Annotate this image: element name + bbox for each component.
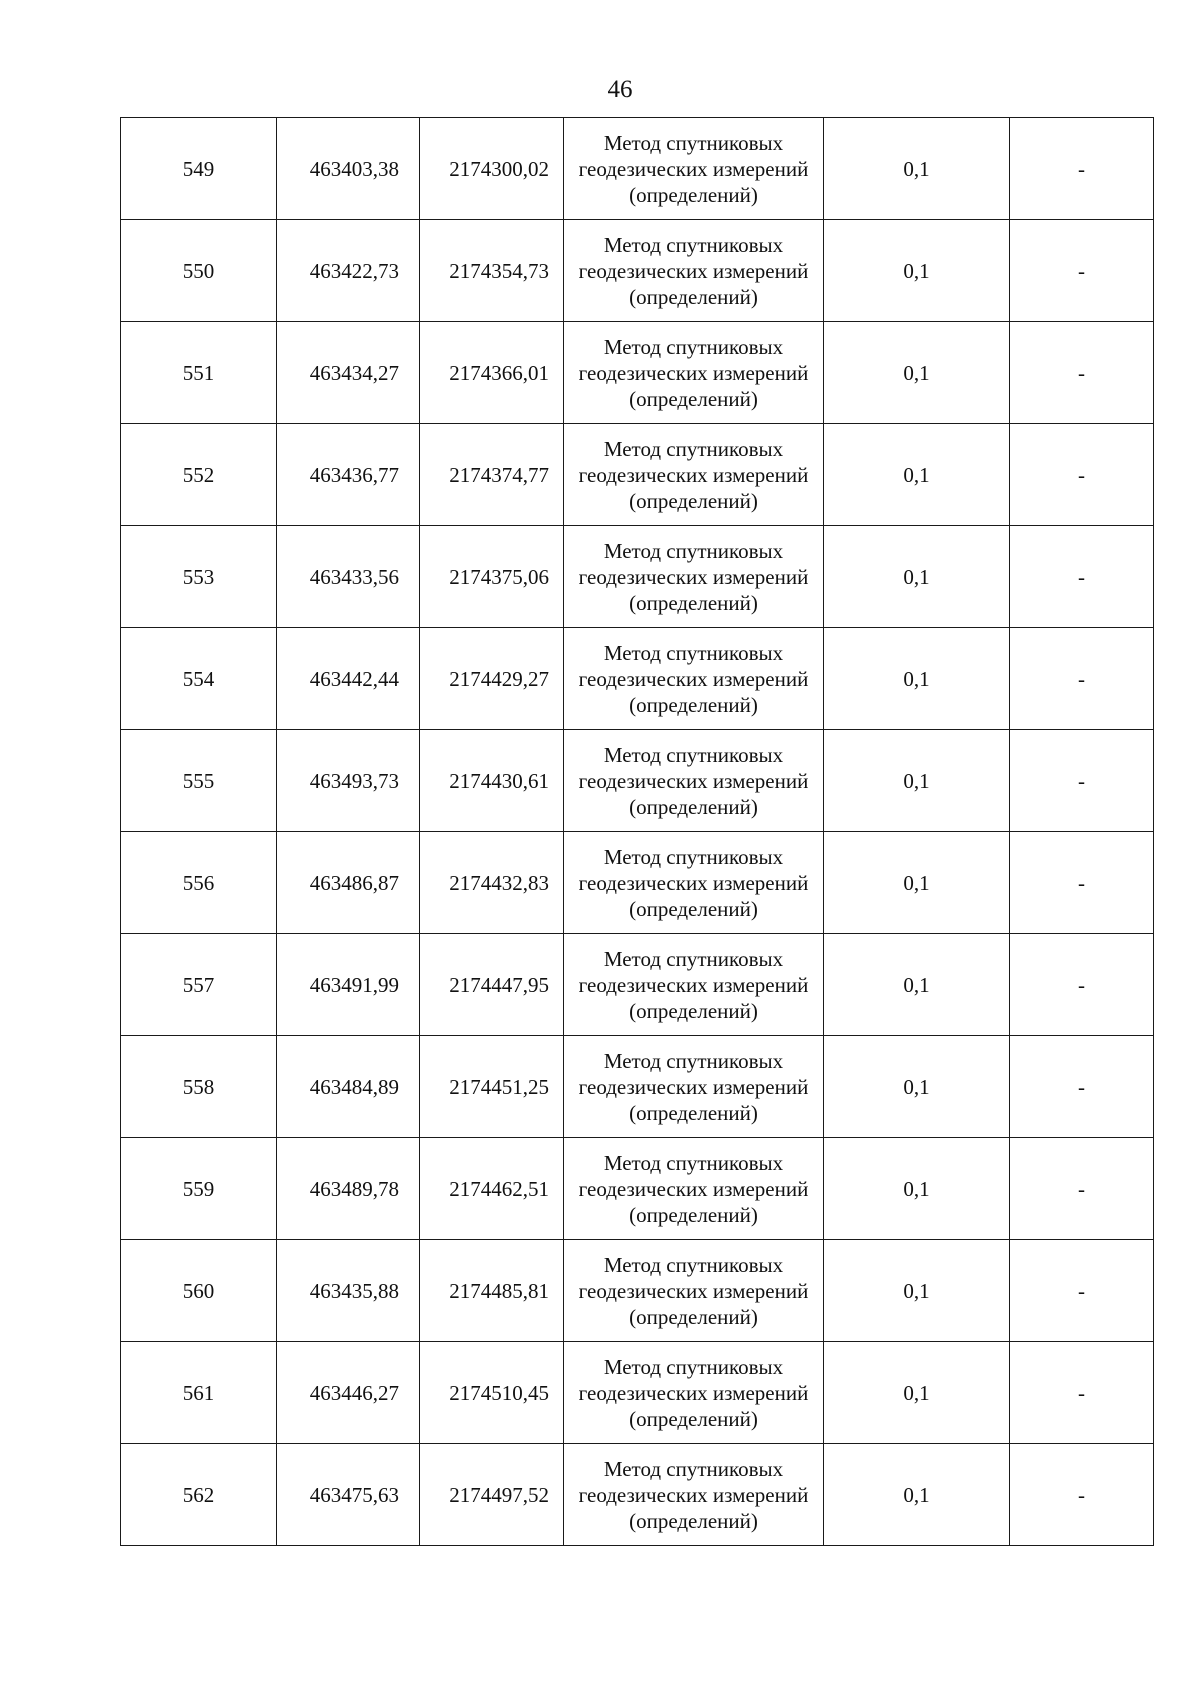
y-coordinate-cell: 2174462,51 bbox=[420, 1138, 564, 1240]
table-row bbox=[121, 220, 1154, 322]
method-cell bbox=[564, 526, 824, 628]
table-row bbox=[121, 118, 1154, 220]
x-coordinate-cell: 463446,27 bbox=[277, 1342, 420, 1444]
point-number-cell: 557 bbox=[121, 934, 277, 1036]
table-row bbox=[121, 322, 1154, 424]
extra-cell: - bbox=[1010, 1342, 1154, 1444]
x-coordinate-cell: 463484,89 bbox=[277, 1036, 420, 1138]
method-cell bbox=[564, 1342, 824, 1444]
method-line: (определений) bbox=[629, 1508, 758, 1533]
method-cell bbox=[564, 220, 824, 322]
table-row bbox=[121, 1240, 1154, 1342]
method-line: (определений) bbox=[629, 1202, 758, 1227]
point-number-cell: 556 bbox=[121, 832, 277, 934]
x-coordinate-cell: 463422,73 bbox=[277, 220, 420, 322]
point-number-cell: 553 bbox=[121, 526, 277, 628]
x-coordinate-cell: 463491,99 bbox=[277, 934, 420, 1036]
y-coordinate-cell: 2174354,73 bbox=[420, 220, 564, 322]
table-row bbox=[121, 1036, 1154, 1138]
point-number-cell: 559 bbox=[121, 1138, 277, 1240]
extra-cell: - bbox=[1010, 1138, 1154, 1240]
extra-cell: - bbox=[1010, 934, 1154, 1036]
point-number-cell: 555 bbox=[121, 730, 277, 832]
accuracy-cell: 0,1 bbox=[824, 526, 1010, 628]
y-coordinate-cell: 2174497,52 bbox=[420, 1444, 564, 1546]
method-line: (определений) bbox=[629, 1304, 758, 1329]
method-line: Метод спутниковых bbox=[603, 232, 784, 257]
x-coordinate-cell: 463475,63 bbox=[277, 1444, 420, 1546]
method-line: (определений) bbox=[629, 896, 758, 921]
method-line: геодезических измерений bbox=[578, 360, 809, 385]
method-line: Метод спутниковых bbox=[603, 1354, 784, 1379]
coordinates-table bbox=[120, 117, 1154, 1546]
x-coordinate-cell: 463434,27 bbox=[277, 322, 420, 424]
accuracy-cell: 0,1 bbox=[824, 1240, 1010, 1342]
accuracy-cell: 0,1 bbox=[824, 118, 1010, 220]
point-number-cell: 560 bbox=[121, 1240, 277, 1342]
method-line: (определений) bbox=[629, 1406, 758, 1431]
point-number-cell: 551 bbox=[121, 322, 277, 424]
point-number-cell: 549 bbox=[121, 118, 277, 220]
method-line: геодезических измерений bbox=[578, 564, 809, 589]
y-coordinate-cell: 2174429,27 bbox=[420, 628, 564, 730]
method-cell bbox=[564, 730, 824, 832]
method-line: Метод спутниковых bbox=[603, 538, 784, 563]
method-line: геодезических измерений bbox=[578, 258, 809, 283]
point-number-cell: 558 bbox=[121, 1036, 277, 1138]
y-coordinate-cell: 2174375,06 bbox=[420, 526, 564, 628]
method-line: Метод спутниковых bbox=[603, 1456, 784, 1481]
accuracy-cell: 0,1 bbox=[824, 322, 1010, 424]
point-number-cell: 552 bbox=[121, 424, 277, 526]
x-coordinate-cell: 463436,77 bbox=[277, 424, 420, 526]
x-coordinate-cell: 463489,78 bbox=[277, 1138, 420, 1240]
method-line: геодезических измерений bbox=[578, 1482, 809, 1507]
page-number: 46 bbox=[607, 76, 633, 103]
method-line: (определений) bbox=[629, 284, 758, 309]
method-line: Метод спутниковых bbox=[603, 334, 784, 359]
y-coordinate-cell: 2174510,45 bbox=[420, 1342, 564, 1444]
extra-cell: - bbox=[1010, 220, 1154, 322]
method-cell bbox=[564, 1240, 824, 1342]
method-line: геодезических измерений bbox=[578, 156, 809, 181]
method-cell bbox=[564, 1036, 824, 1138]
accuracy-cell: 0,1 bbox=[824, 934, 1010, 1036]
method-cell bbox=[564, 628, 824, 730]
accuracy-cell: 0,1 bbox=[824, 1138, 1010, 1240]
method-line: (определений) bbox=[629, 1100, 758, 1125]
method-line: Метод спутниковых bbox=[603, 1252, 784, 1277]
method-line: (определений) bbox=[629, 590, 758, 615]
method-line: Метод спутниковых bbox=[603, 640, 784, 665]
y-coordinate-cell: 2174430,61 bbox=[420, 730, 564, 832]
extra-cell: - bbox=[1010, 1240, 1154, 1342]
extra-cell: - bbox=[1010, 424, 1154, 526]
method-line: (определений) bbox=[629, 488, 758, 513]
y-coordinate-cell: 2174300,02 bbox=[420, 118, 564, 220]
y-coordinate-cell: 2174447,95 bbox=[420, 934, 564, 1036]
extra-cell: - bbox=[1010, 628, 1154, 730]
accuracy-cell: 0,1 bbox=[824, 220, 1010, 322]
method-cell bbox=[564, 1444, 824, 1546]
accuracy-cell: 0,1 bbox=[824, 730, 1010, 832]
x-coordinate-cell: 463486,87 bbox=[277, 832, 420, 934]
method-line: геодезических измерений bbox=[578, 462, 809, 487]
extra-cell: - bbox=[1010, 1444, 1154, 1546]
table-row bbox=[121, 832, 1154, 934]
method-line: Метод спутниковых bbox=[603, 436, 784, 461]
method-cell bbox=[564, 1138, 824, 1240]
method-line: (определений) bbox=[629, 386, 758, 411]
method-line: геодезических измерений bbox=[578, 666, 809, 691]
method-cell bbox=[564, 934, 824, 1036]
accuracy-cell: 0,1 bbox=[824, 1444, 1010, 1546]
y-coordinate-cell: 2174451,25 bbox=[420, 1036, 564, 1138]
method-cell bbox=[564, 118, 824, 220]
table-row bbox=[121, 1444, 1154, 1546]
method-line: Метод спутниковых bbox=[603, 742, 784, 767]
method-line: Метод спутниковых bbox=[603, 946, 784, 971]
table-row bbox=[121, 730, 1154, 832]
accuracy-cell: 0,1 bbox=[824, 628, 1010, 730]
extra-cell: - bbox=[1010, 832, 1154, 934]
point-number-cell: 562 bbox=[121, 1444, 277, 1546]
table-row bbox=[121, 1138, 1154, 1240]
extra-cell: - bbox=[1010, 322, 1154, 424]
extra-cell: - bbox=[1010, 1036, 1154, 1138]
method-cell bbox=[564, 322, 824, 424]
method-line: геодезических измерений bbox=[578, 1380, 809, 1405]
method-cell bbox=[564, 424, 824, 526]
accuracy-cell: 0,1 bbox=[824, 424, 1010, 526]
method-line: (определений) bbox=[629, 182, 758, 207]
method-line: геодезических измерений bbox=[578, 768, 809, 793]
y-coordinate-cell: 2174485,81 bbox=[420, 1240, 564, 1342]
x-coordinate-cell: 463442,44 bbox=[277, 628, 420, 730]
y-coordinate-cell: 2174366,01 bbox=[420, 322, 564, 424]
method-cell bbox=[564, 832, 824, 934]
table-row bbox=[121, 526, 1154, 628]
point-number-cell: 561 bbox=[121, 1342, 277, 1444]
method-line: геодезических измерений bbox=[578, 870, 809, 895]
method-line: Метод спутниковых bbox=[603, 1150, 784, 1175]
method-line: геодезических измерений bbox=[578, 972, 809, 997]
table-row bbox=[121, 934, 1154, 1036]
table-row bbox=[121, 628, 1154, 730]
coordinates-table-body bbox=[121, 118, 1154, 1546]
point-number-cell: 554 bbox=[121, 628, 277, 730]
method-line: (определений) bbox=[629, 998, 758, 1023]
method-line: Метод спутниковых bbox=[603, 1048, 784, 1073]
extra-cell: - bbox=[1010, 526, 1154, 628]
method-line: геодезических измерений bbox=[578, 1074, 809, 1099]
extra-cell: - bbox=[1010, 118, 1154, 220]
point-number-cell: 550 bbox=[121, 220, 277, 322]
x-coordinate-cell: 463433,56 bbox=[277, 526, 420, 628]
y-coordinate-cell: 2174374,77 bbox=[420, 424, 564, 526]
table-row bbox=[121, 424, 1154, 526]
x-coordinate-cell: 463493,73 bbox=[277, 730, 420, 832]
extra-cell: - bbox=[1010, 730, 1154, 832]
y-coordinate-cell: 2174432,83 bbox=[420, 832, 564, 934]
accuracy-cell: 0,1 bbox=[824, 832, 1010, 934]
method-line: геодезических измерений bbox=[578, 1176, 809, 1201]
method-line: Метод спутниковых bbox=[603, 844, 784, 869]
x-coordinate-cell: 463403,38 bbox=[277, 118, 420, 220]
accuracy-cell: 0,1 bbox=[824, 1342, 1010, 1444]
method-line: (определений) bbox=[629, 692, 758, 717]
method-line: Метод спутниковых bbox=[603, 130, 784, 155]
table-row bbox=[121, 1342, 1154, 1444]
method-line: (определений) bbox=[629, 794, 758, 819]
method-line: геодезических измерений bbox=[578, 1278, 809, 1303]
accuracy-cell: 0,1 bbox=[824, 1036, 1010, 1138]
x-coordinate-cell: 463435,88 bbox=[277, 1240, 420, 1342]
